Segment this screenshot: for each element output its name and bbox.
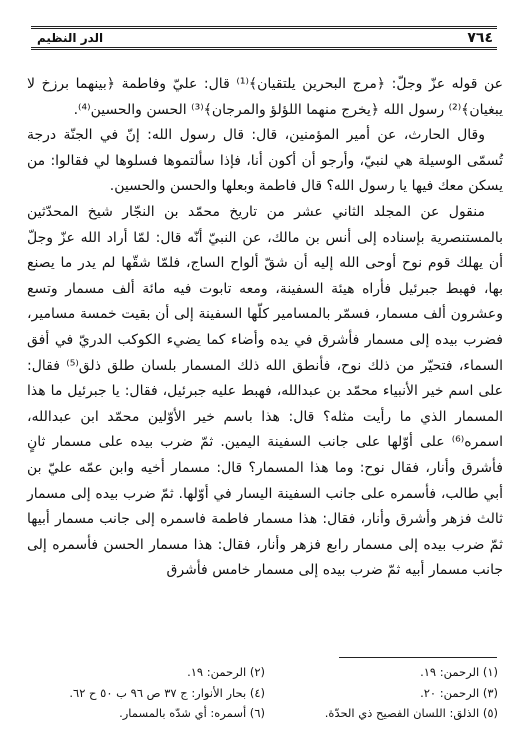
page-number: ٧٦٤ xyxy=(467,30,493,46)
main-text xyxy=(27,72,503,584)
footnote: (١) الرحمن: ١٩. xyxy=(420,665,498,679)
footnotes xyxy=(32,662,498,724)
footnote: (٢) الرحمن: ١٩. xyxy=(187,665,265,679)
footnote: (٥) الذلق: اللسان الفصيح ذي الحدّة. xyxy=(324,706,498,720)
footnote: (٦) أسمره: أي شدّه بالمسمار. xyxy=(119,706,265,720)
footnote: (٤) بحار الأنوار: ج ٣٧ ص ٩٦ ب ٥٠ ح ٦٢. xyxy=(69,685,265,700)
paragraph: وقال الحارث، عن أمير المؤمنين، قال: قال رسول الله: إنّ في الجنّة درجة تُسمّى الوسيلة هي لنبيّ، وأرجو أن أكون أنا، فإذا سألتموها فسلوها لي فقالوا: من يسكن معك فيها يا رسول الله؟ قال فاطمة وبعلها والحسن والحسين. xyxy=(27,127,503,195)
footnote-divider xyxy=(339,657,497,658)
paragraph: عن قوله عزّ وجلّ: ﴿مرج البحرين يلتقيان﴾⁽¹⁾ قال: عليّ وفاطمة ﴿بينهما برزخ لا يبغيان﴾⁽²⁾ رسول الله ﴿يخرج منهما اللؤلؤ والمرجان﴾⁽³⁾ الحسن والحسين⁽⁴⁾. xyxy=(27,76,503,118)
running-title: الدر النظيم xyxy=(37,31,104,45)
paragraph: منقول عن المجلد الثاني عشر من تاريخ محمّد بن النجّار شيخ المحدّثين بالمستنصرية بإسناده إلى أنس بن مالك، عن النبيّ أنّه قال: لمّا أراد الله عزّ وجلّ أن يهلك قوم نوح أوحى الله إليه أن شقّ ألواح الساج، فلمّا شقّها لم يدر ما يصنع بها، فهبط جبرئيل فأراه هيئة السفينة، ومعه تابوت فيه مائة ألف مسمار وتسع وعشرون ألف مسمار، فسمّر بالمسامير كلّها السفينة إلى أن بقيت خمسة مسامير، فضرب بيده إلى مسمار فأشرق في يده وأضاء كما يضيء الكوكب الدريّ في أفق السماء، فتحيّر من ذلك نوح، فأنطق الله ذلك المسمار بلسان طلق ذلق⁽⁵⁾ فقال: على اسم خير الأنبياء محمّد بن عبدالله، فهبط عليه جبرئيل، فقال: يا جبرئيل ما هذا المسمار الذي ما رأيت مثله؟ قال: هذا باسم خير الأوّلين محمّد ابن عبدالله، اسمره⁽⁶⁾ على أوّلها على جانب السفينة اليمين. ثمّ ضرب بيده على مسمار ثانٍ فأشرق وأنار، فقال نوح: وما هذا المسمار؟ قال: مسمار أخيه وابن عمّه عليّ بن أبي طالب، فأسمره على جانب السفينة اليسار في أوّلها. ثمّ ضرب بيده إلى مسمار ثالث فزهر وأشرق وأنار، فقال: هذا مسمار فاطمة فاسمره إلى جانب مسمار أبيها ثمّ ضرب بيده إلى مسمار رابع فزهر وأنار، فقال: هذا مسمار الحسن فأسمره إلى جانب مسمار أبيه ثمّ ضرب بيده إلى مسمار خامس فأشرق xyxy=(27,203,503,579)
footnote: (٣) الرحمن: ٢٠. xyxy=(420,685,498,700)
page-header xyxy=(31,26,497,50)
